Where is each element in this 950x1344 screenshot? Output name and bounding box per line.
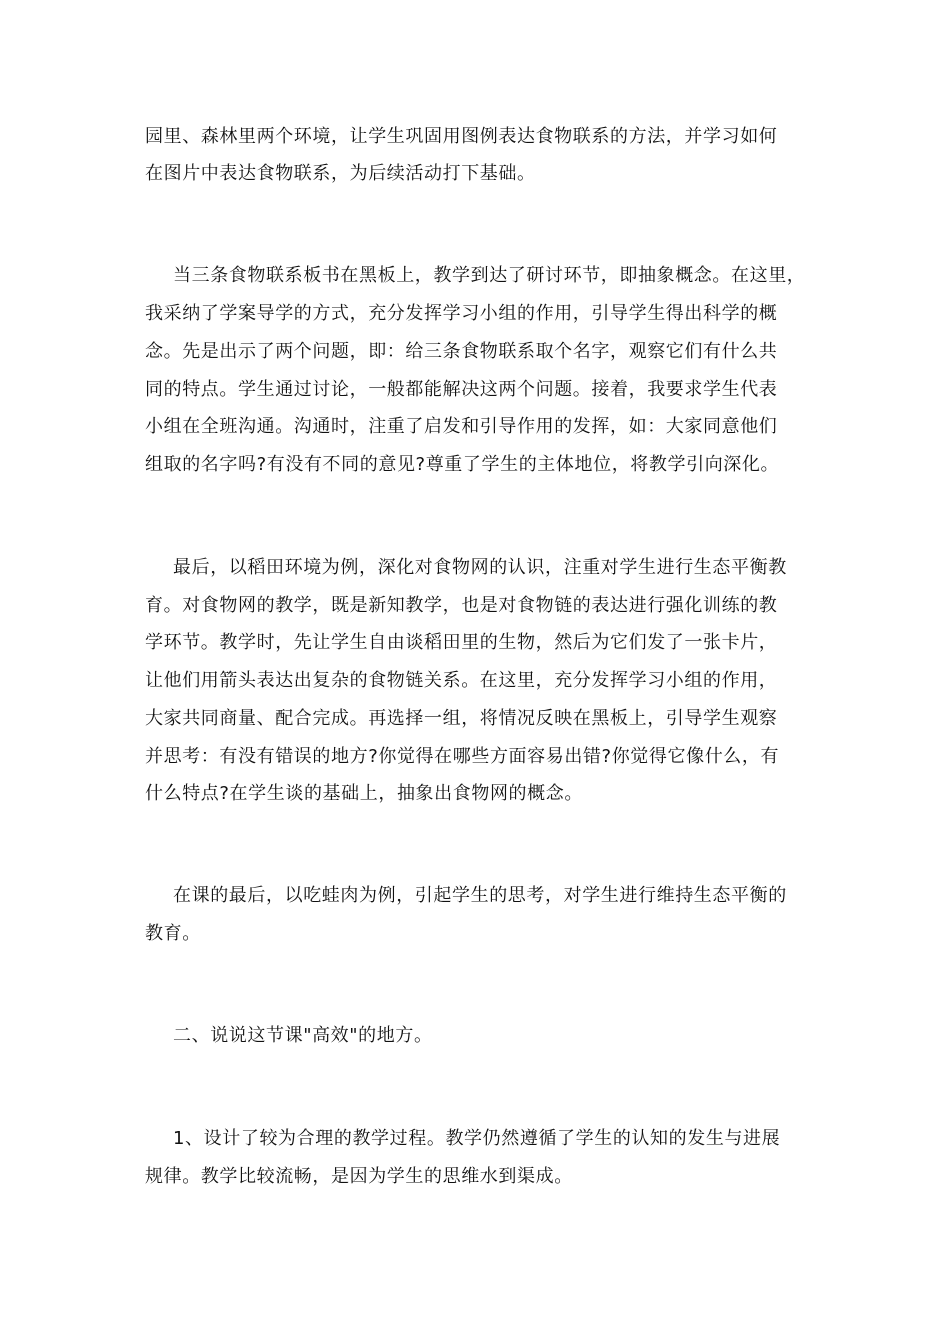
paragraph-3-line-1: 最后，以稻田环境为例，深化对食物网的认识，注重对学生进行生态平衡教 [173,557,787,578]
paragraph-6-line-1: 1、设计了较为合理的教学过程。教学仍然遵循了学生的认知的发生与进展 [173,1128,781,1149]
paragraph-2-line-3: 念。先是出示了两个问题，即：给三条食物联系取个名字，观察它们有什么共 [145,341,778,362]
paragraph-2-line-1: 当三条食物联系板书在黑板上，教学到达了研讨环节，即抽象概念。在这里， [173,265,806,286]
paragraph-4-line-1: 在课的最后，以吃蛙肉为例，引起学生的思考，对学生进行维持生态平衡的 [173,885,787,906]
paragraph-3-line-3: 学环节。教学时，先让学生自由谈稻田里的生物，然后为它们发了一张卡片， [145,632,778,653]
section-heading: 二、说说这节课"高效"的地方。 [173,1025,433,1046]
paragraph-3-line-2: 育。对食物网的教学，既是新知教学，也是对食物链的表达进行强化训练的教 [145,595,778,616]
paragraph-2-line-4: 同的特点。学生通过讨论，一般都能解决这两个问题。接着，我要求学生代表 [145,379,778,400]
paragraph-1-line-1: 园里、森林里两个环境，让学生巩固用图例表达食物联系的方法，并学习如何 [145,126,778,147]
paragraph-1-line-2: 在图片中表达食物联系，为后续活动打下基础。 [145,163,536,184]
paragraph-3-line-4: 让他们用箭头表达出复杂的食物链关系。在这里，充分发挥学习小组的作用， [145,670,778,691]
paragraph-3-line-5: 大家共同商量、配合完成。再选择一组，将情况反映在黑板上，引导学生观察 [145,708,778,729]
paragraph-2-line-5: 小组在全班沟通。沟通时，注重了启发和引导作用的发挥，如：大家同意他们 [145,416,778,437]
paragraph-6-line-2: 规律。教学比较流畅，是因为学生的思维水到渠成。 [145,1166,573,1187]
paragraph-3-line-6: 并思考：有没有错误的地方?你觉得在哪些方面容易出错?你觉得它像什么，有 [145,746,780,767]
paragraph-2-line-6: 组取的名字吗?有没有不同的意见?尊重了学生的主体地位，将教学引向深化。 [145,454,780,475]
paragraph-4-line-2: 教育。 [145,923,201,944]
paragraph-2-line-2: 我采纳了学案导学的方式，充分发挥学习小组的作用，引导学生得出科学的概 [145,303,778,324]
paragraph-3-line-7: 什么特点?在学生谈的基础上，抽象出食物网的概念。 [145,783,583,804]
